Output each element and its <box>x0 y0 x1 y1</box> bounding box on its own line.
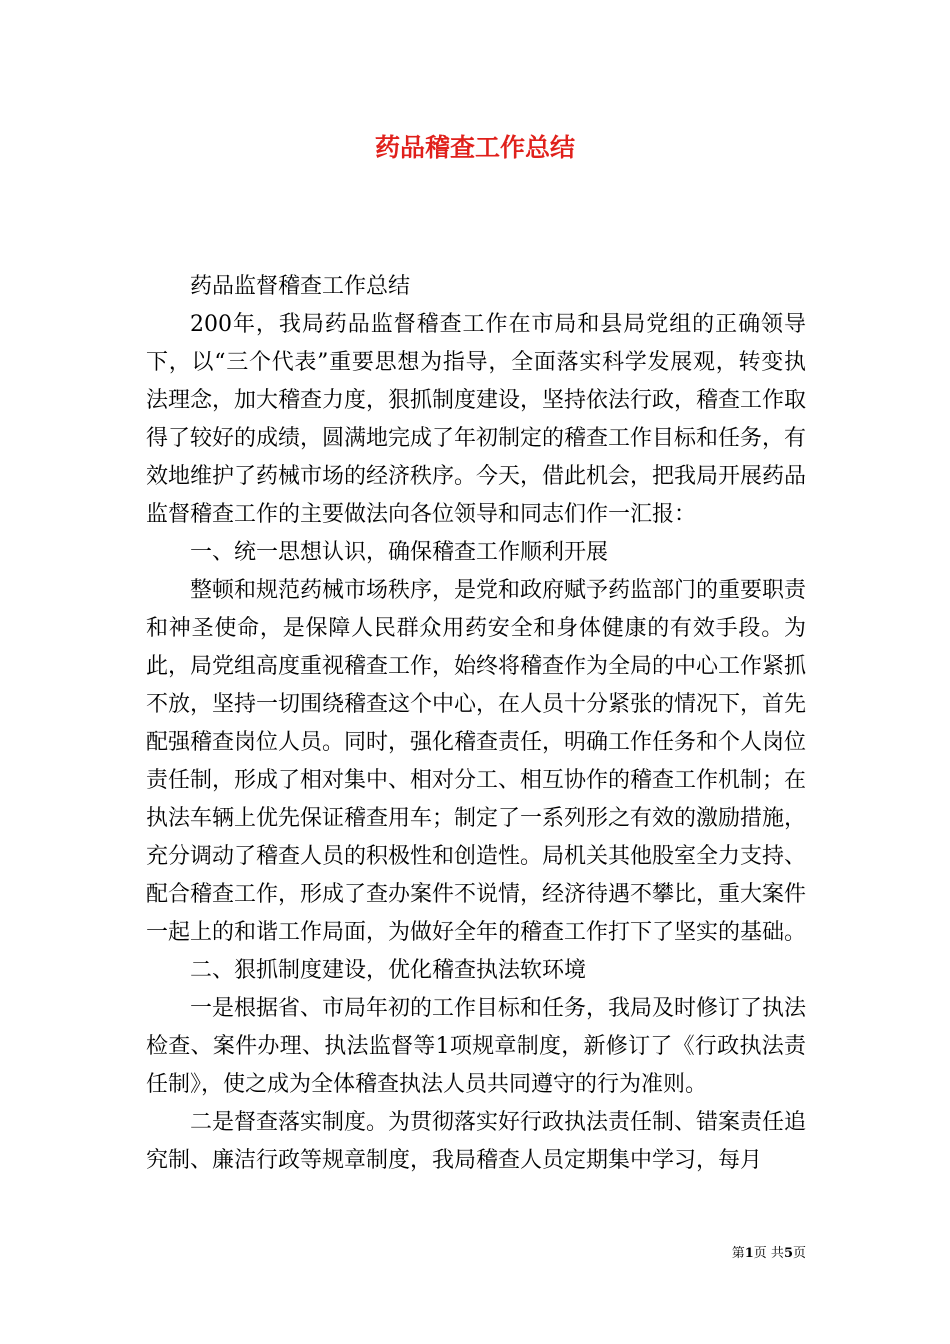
footer-suffix: 页 <box>792 1246 806 1261</box>
paragraph-section-1: 整顿和规范药械市场秩序，是党和政府赋予药监部门的重要职责和神圣使命，是保障人民群众用药安全和身体健康的有效手段。为此，局党组高度重视稽查工作，始终将稽查作为全局的中心工作紧抓不放，坚持一切围绕稽查这个中心，在人员十分紧张的情况下，首先配强稽查岗位人员。同时，强化稽查责任，明确工作任务和个人岗位责任制，形成了相对集中、相对分工、相互协作的稽查工作机制；在执法车辆上优先保证稽查用车；制定了一系列形之有效的激励措施，充分调动了稽查人员的积极性和创造性。局机关其他股室全力支持、配合稽查工作，形成了查办案件不说情，经济待遇不攀比，重大案件一起上的和谐工作局面，为做好全年的稽查工作打下了坚实的基础。 <box>146 578 807 945</box>
paragraph-intro: 200年，我局药品监督稽查工作在市局和县局党组的正确领导下，以“三个代表”重要思想为指导，全面落实科学发展观，转变执法理念，加大稽查力度，狠抓制度建设，坚持依法行政，稽查工作取得了较好的成绩，圆满地完成了年初制定的稽查工作目标和任务，有效地维护了药械市场的经济秩序。今天，借此机会，把我局开展药品监督稽查工作的主要做法向各位领导和同志们作一汇报： <box>146 312 807 527</box>
section-heading-1: 一、统一思想认识，确保稽查工作顺利开展 <box>190 540 609 565</box>
footer-total-pages: 5 <box>783 1246 793 1261</box>
document-body <box>146 268 806 1180</box>
footer-middle: 页 共 <box>753 1246 784 1261</box>
paragraph-subtitle: 药品监督稽查工作总结 <box>190 274 411 299</box>
page-footer <box>660 1245 806 1263</box>
document-title: 药品稽查工作总结 <box>374 133 575 162</box>
paragraph-section-2-item-1: 一是根据省、市局年初的工作目标和任务，我局及时修订了执法检查、案件办理、执法监督等1项规章制度，新修订了《行政执法责任制》，使之成为全体稽查执法人员共同遵守的行为准则。 <box>146 996 807 1097</box>
section-heading-2: 二、狠抓制度建设，优化稽查执法软环境 <box>190 958 587 983</box>
paragraph-section-2-item-2: 二是督查落实制度。为贯彻落实好行政执法责任制、错案责任追究制、廉洁行政等规章制度，我局稽查人员定期集中学习，每月 <box>146 1110 807 1173</box>
footer-prefix: 第 <box>731 1246 745 1261</box>
footer-page-number: 1 <box>744 1246 754 1261</box>
